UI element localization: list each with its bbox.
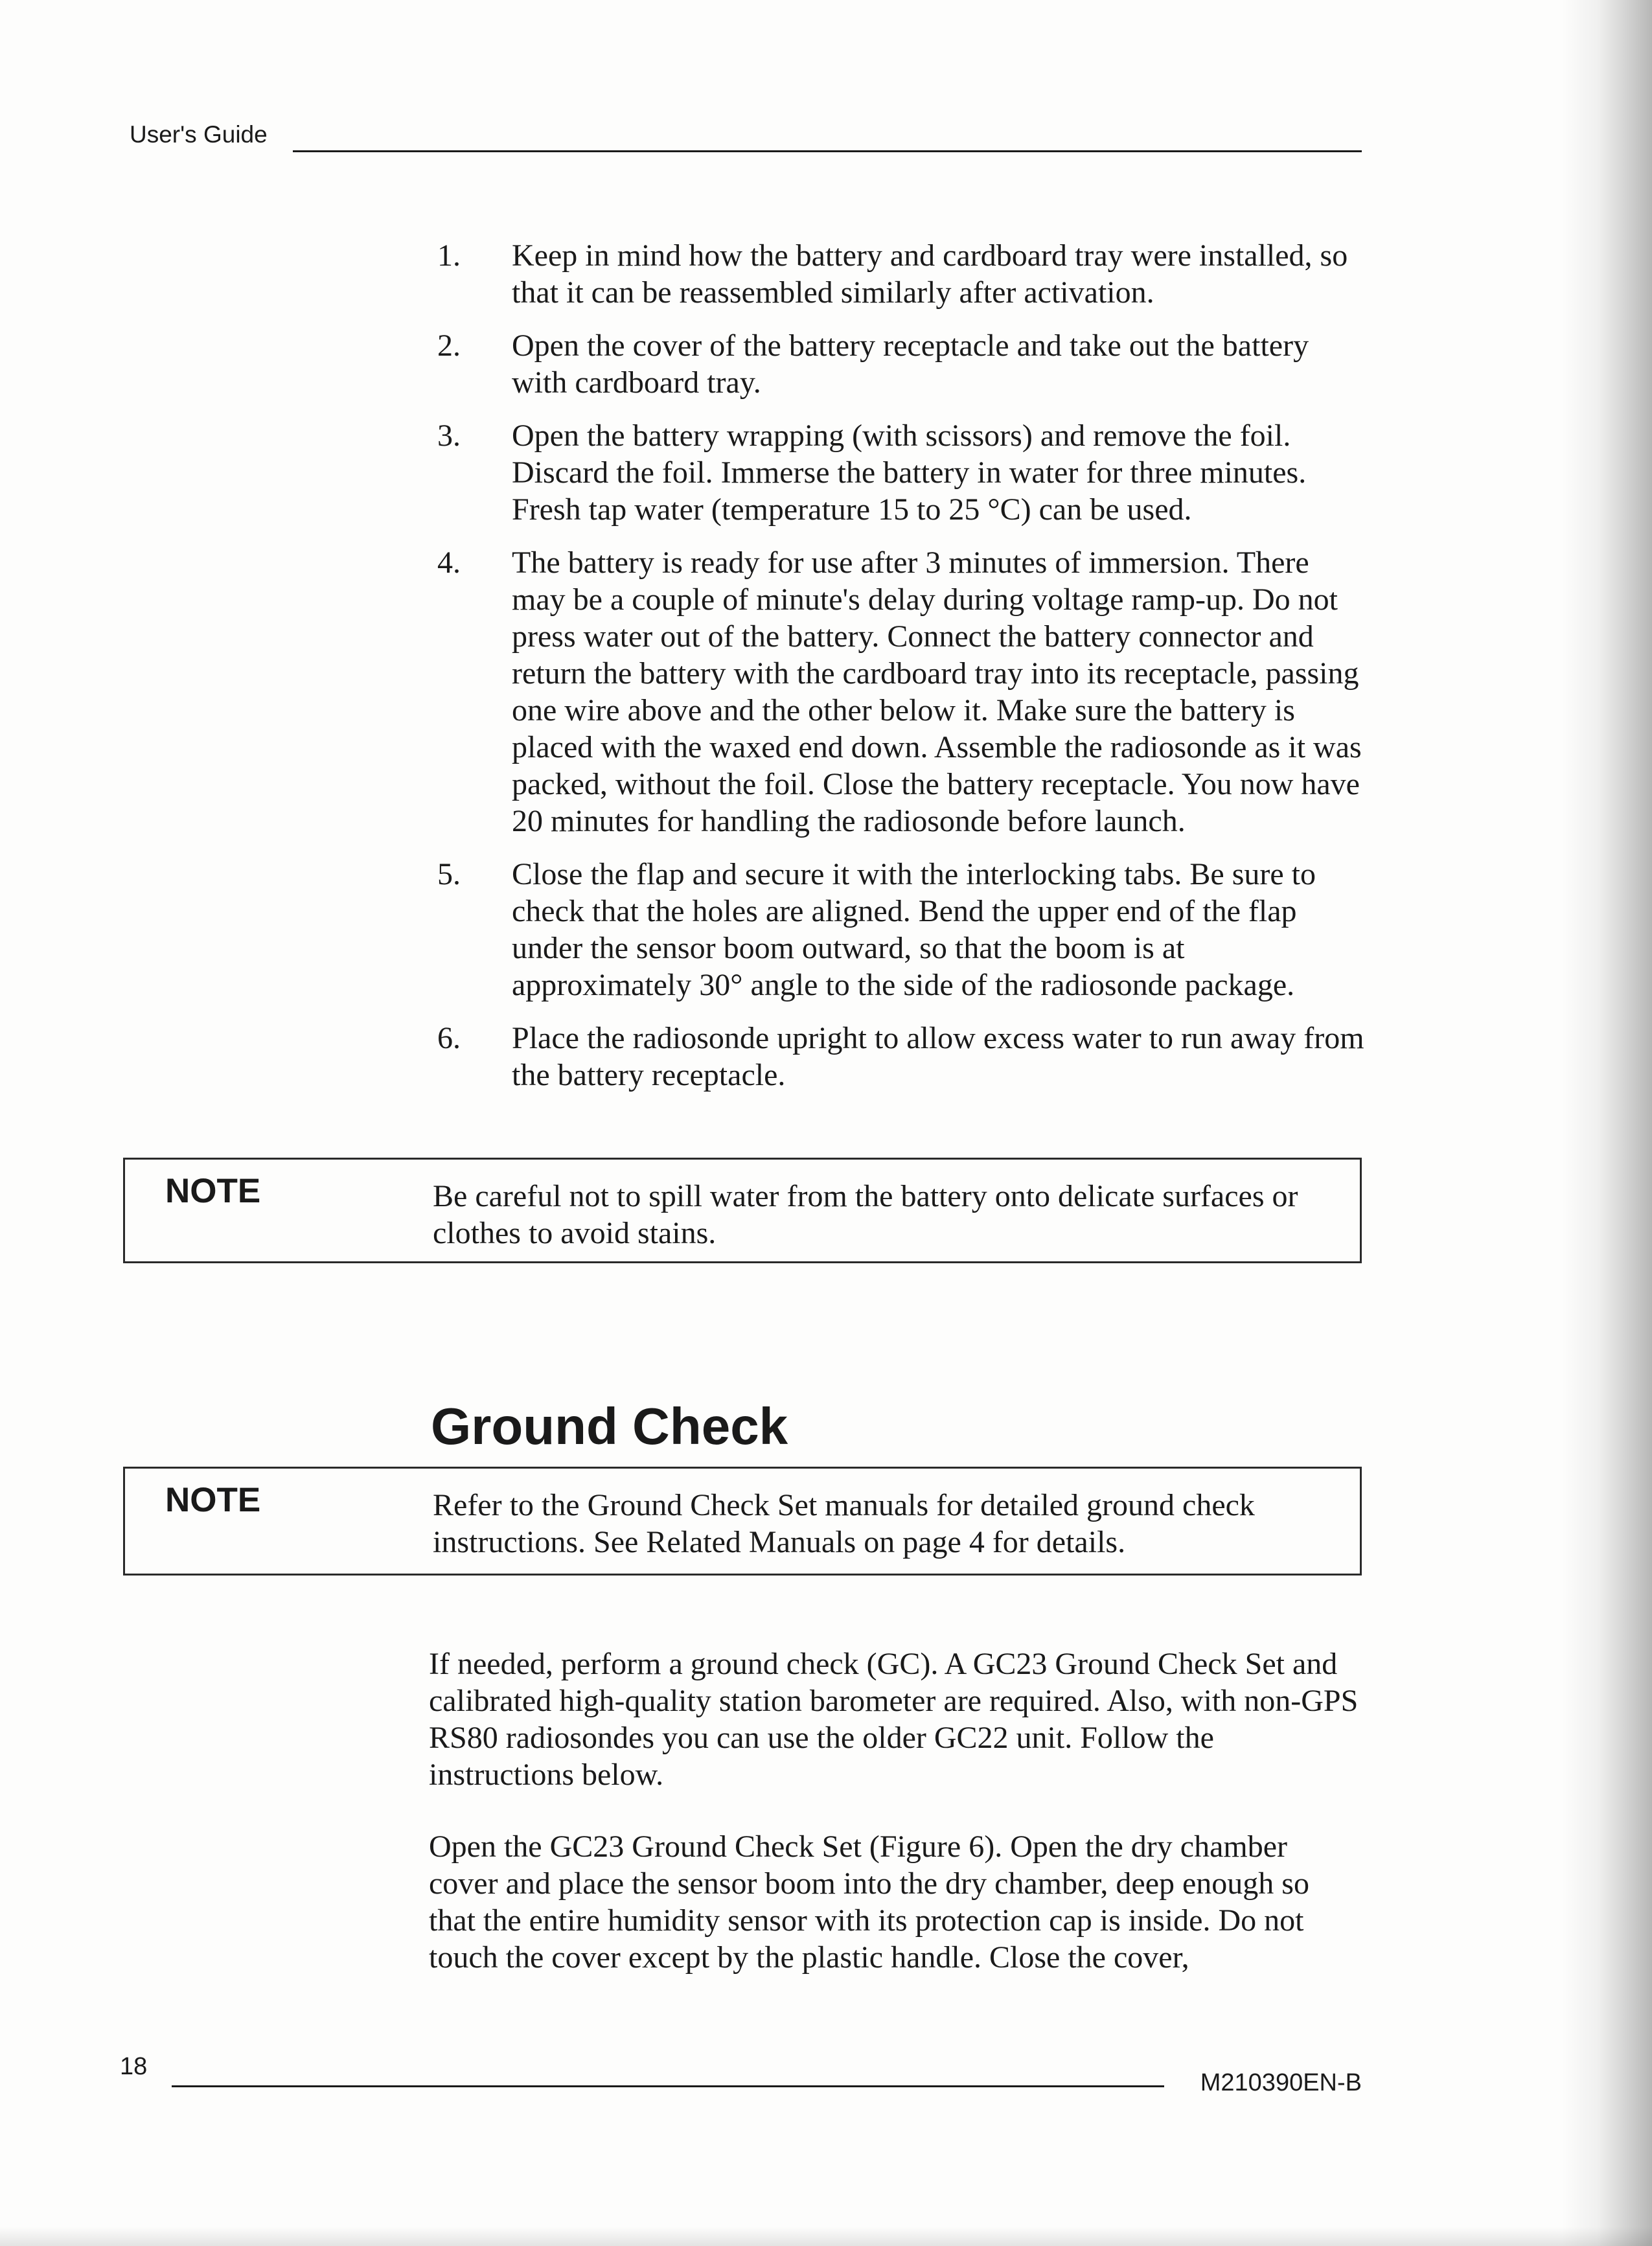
body-paragraph: Open the GC23 Ground Check Set (Figure 6). Open the dry chamber cover and place the sensor boom into the dry chamber, deep enough so that the entire humidity sensor with its protection cap is inside. Do not touch the cover except by the plastic handle. Close the cover, xyxy=(429,1829,1309,1975)
step-text: The battery is ready for use after 3 minutes of immersion. There may be a couple of minute's delay during voltage ramp-up. Do not press water out of the battery. Connect the battery connector and return the battery with the cardboard tray into its receptacle, passing one wire above and the other below it. Make sure the battery is placed with the waxed end down. Assemble the radiosonde as it was packed, without the foil. Close the battery receptacle. You now have 20 minutes for handling the radiosonde before launch. xyxy=(512,545,1362,838)
scan-edge-shadow xyxy=(1561,0,1652,2246)
note-label: NOTE xyxy=(165,1481,261,1519)
step-number: 4. xyxy=(437,545,461,580)
header-title: User's Guide xyxy=(130,121,268,148)
step-text: Close the flap and secure it with the interlocking tabs. Be sure to check that the holes are aligned. Bend the upper end of the flap under the sensor boom outward, so that the boom is at approximately 30° angle to the side of the radiosonde package. xyxy=(512,857,1316,1002)
document-code: M210390EN-B xyxy=(1200,2069,1362,2096)
procedure-step xyxy=(437,417,1370,528)
page-header xyxy=(130,117,1362,155)
note-text: Refer to the Ground Check Set manuals for detailed ground check instructions. See Related Manuals on page 4 for details. xyxy=(433,1488,1255,1559)
footer-rule xyxy=(172,2085,1164,2087)
note-box-ground-check xyxy=(123,1467,1362,1576)
procedure-step xyxy=(437,856,1370,1003)
note-text: Be careful not to spill water from the battery onto delicate surfaces or clothes to avoid stains. xyxy=(433,1179,1298,1250)
page-footer xyxy=(120,2049,1362,2096)
note-box-battery xyxy=(123,1158,1362,1263)
step-number: 1. xyxy=(437,238,461,273)
step-text: Open the cover of the battery receptacle and take out the battery with cardboard tray. xyxy=(512,328,1309,400)
step-text: Keep in mind how the battery and cardboard tray were installed, so that it can be reassembled similarly after activation. xyxy=(512,238,1348,310)
procedure-step xyxy=(437,1020,1370,1094)
step-number: 6. xyxy=(437,1021,461,1055)
page-number: 18 xyxy=(120,2053,148,2080)
step-text: Open the battery wrapping (with scissors) and remove the foil. Discard the foil. Immerse the battery in water for three minutes. Fresh tap water (temperature 15 to 25 °C) can be used. xyxy=(512,418,1307,527)
step-number: 2. xyxy=(437,328,461,363)
step-number: 3. xyxy=(437,418,461,453)
step-text: Place the radiosonde upright to allow excess water to run away from the battery receptacle. xyxy=(512,1021,1364,1092)
scan-bottom-shadow xyxy=(0,2227,1652,2246)
procedure-step xyxy=(437,544,1370,840)
header-rule xyxy=(293,150,1362,152)
body-paragraph: If needed, perform a ground check (GC). A GC23 Ground Check Set and calibrated high-quality station barometer are required. Also, with non-GPS RS80 radiosondes you can use the older GC22 unit. Follow the instructions below. xyxy=(429,1647,1359,1792)
step-number: 5. xyxy=(437,857,461,891)
section-heading: Ground Check xyxy=(431,1397,788,1455)
procedure-step xyxy=(437,327,1370,401)
procedure-steps xyxy=(437,237,1370,1110)
procedure-step xyxy=(437,237,1370,311)
note-label: NOTE xyxy=(165,1172,261,1210)
